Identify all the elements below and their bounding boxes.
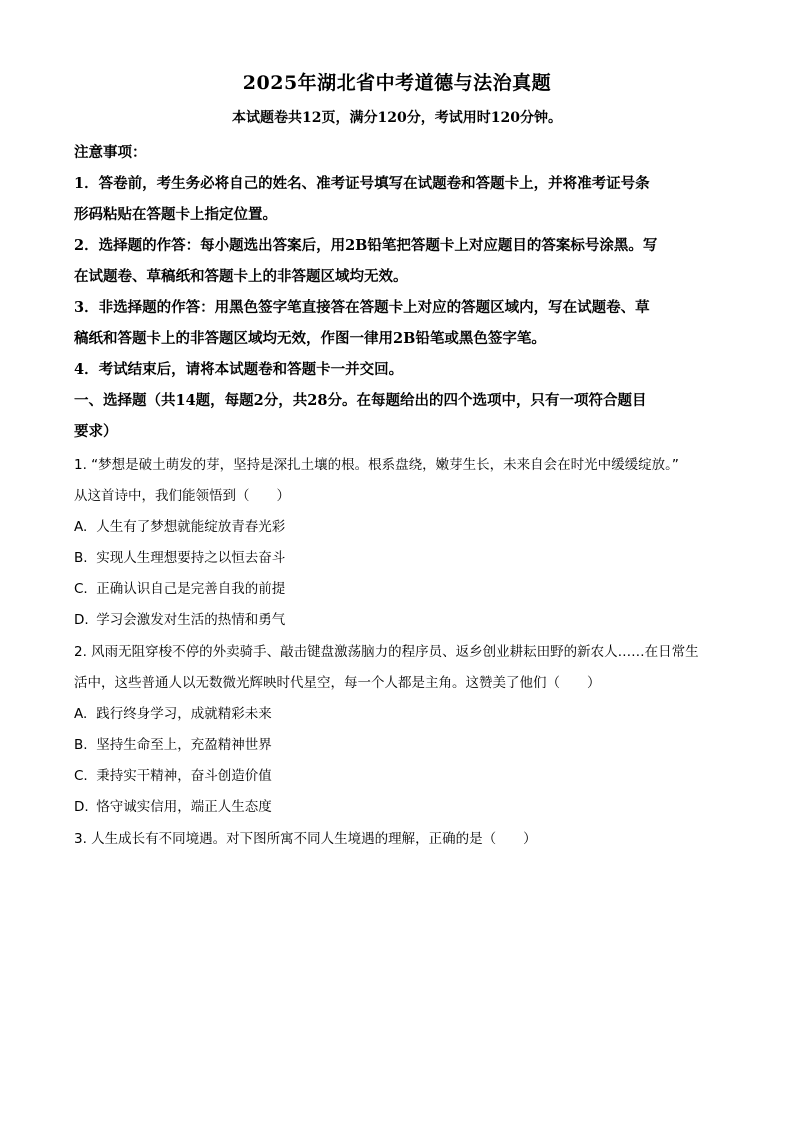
page-subtitle: 本试题卷共12页，满分120分，考试用时120分钟。 (232, 110, 562, 126)
notice-item-1-line1: 1．答卷前，考生务必将自己的姓名、准考证号填写在试题卷和答题卡上，并将准考证号条 (74, 175, 650, 192)
notice-item-3-line1: 3．非选择题的作答：用黑色签字笔直接答在答题卡上对应的答题区域内，写在试题卷、草 (74, 299, 650, 316)
notice-heading: 注意事项： (74, 144, 147, 161)
option-text: 正确认识自己是完善自我的前提 (96, 581, 286, 597)
option-letter: D. (74, 612, 89, 628)
option-text: 恪守诚实信用，端正人生态度 (96, 799, 272, 815)
option-letter: C. (74, 581, 88, 597)
question-2-option-b (74, 733, 272, 753)
option-letter: B. (74, 550, 88, 566)
question-1-option-b (74, 546, 285, 566)
option-text: 坚持生命至上，充盈精神世界 (96, 737, 272, 753)
question-1-line2: 从这首诗中，我们能领悟到（ ） (74, 488, 290, 504)
question-1-option-d (74, 608, 285, 628)
question-2-line1: 2. 风雨无阻穿梭不停的外卖骑手、敲击键盘激荡脑力的程序员、返乡创业耕耘田野的新农人……在日常生 (74, 644, 699, 660)
option-text: 实现人生理想要持之以恒去奋斗 (96, 550, 286, 566)
notice-item-2-line1: 2．选择题的作答：每小题选出答案后，用2B铅笔把答题卡上对应题目的答案标号涂黑。写 (74, 237, 658, 254)
option-letter: D. (74, 799, 89, 815)
option-letter: A. (74, 706, 88, 722)
question-1-option-a (74, 515, 285, 535)
section-heading-line1: 一、选择题（共14题，每题2分，共28分。在每题给出的四个选项中，只有一项符合题目 (74, 392, 647, 409)
question-1-option-c (74, 577, 285, 597)
notice-item-2-line2: 在试题卷、草稿纸和答题卡上的非答题区域均无效。 (74, 268, 408, 285)
notice-item-3-line2: 稿纸和答题卡上的非答题区域均无效，作图一律用2B铅笔或黑色签字笔。 (74, 330, 546, 347)
option-letter: C. (74, 768, 88, 784)
option-text: 学习会激发对生活的热情和勇气 (96, 612, 286, 628)
option-text: 人生有了梦想就能绽放青春光彩 (96, 519, 286, 535)
notice-item-1-line2: 形码粘贴在答题卡上指定位置。 (74, 206, 277, 223)
question-2-option-d (74, 795, 272, 815)
page-title: 2025年湖北省中考道德与法治真题 (242, 72, 552, 94)
option-text: 践行终身学习，成就精彩未来 (96, 706, 272, 722)
question-2-option-a (74, 702, 272, 722)
section-heading-line2: 要求） (74, 423, 118, 440)
option-letter: A. (74, 519, 88, 535)
option-letter: B. (74, 737, 88, 753)
question-2-option-c (74, 764, 272, 784)
question-3-line1: 3. 人生成长有不同境遇。对下图所寓不同人生境遇的理解，正确的是（ ） (74, 831, 537, 847)
question-2-line2: 活中，这些普通人以无数微光辉映时代星空，每一个人都是主角。这赞美了他们（ ） (74, 675, 601, 691)
option-text: 秉持实干精神，奋斗创造价值 (96, 768, 272, 784)
question-1-line1: 1. “梦想是破土萌发的芽，坚持是深扎土壤的根。根系盘绕，嫩芽生长，未来自会在时光中缓缓绽放。” (74, 457, 679, 473)
notice-item-4-line1: 4．考试结束后，请将本试题卷和答题卡一并交回。 (74, 361, 404, 378)
